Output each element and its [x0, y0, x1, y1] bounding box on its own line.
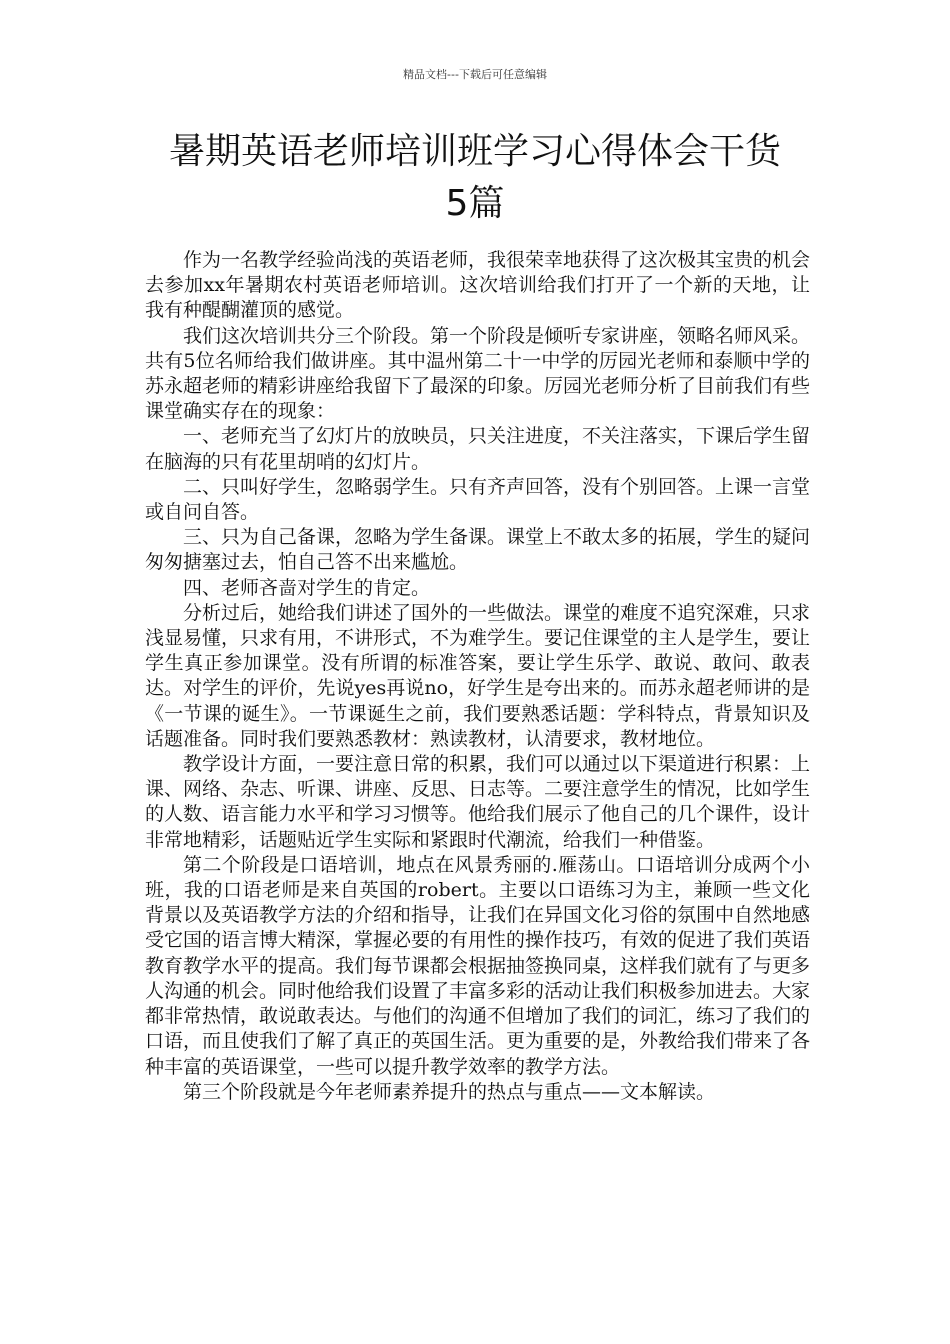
- title-line-2: 5篇: [445, 183, 505, 224]
- paragraph: 教学设计方面，一要注意日常的积累，我们可以通过以下渠道进行积累：上课、网络、杂志、听课、讲座、反思、日志等。二要注意学生的情况，比如学生的人数、语言能力水平和学习习惯等。他给我们展示了他自己的几个课件，设计非常地精彩，话题贴近学生实际和紧跟时代潮流，给我们一种借鉴。: [145, 753, 811, 851]
- paragraph: 我们这次培训共分三个阶段。第一个阶段是倾听专家讲座，领略名师风采。共有5位名师给我们做讲座。其中温州第二十一中学的厉园光老师和泰顺中学的苏永超老师的精彩讲座给我留下了最深的印象。厉园光老师分析了目前我们有些课堂确实存在的现象：: [145, 324, 811, 423]
- title-line-1: 暑期英语老师培训班学习心得体会干货: [168, 131, 781, 172]
- paragraph: 三、只为自己备课，忽略为学生备课。课堂上不敢太多的拓展，学生的疑问匆匆搪塞过去，怕自己答不出来尴尬。: [145, 526, 811, 574]
- document-body: [145, 248, 810, 1105]
- paragraph: 第三个阶段就是今年老师素养提升的热点与重点——文本解读。: [183, 1080, 716, 1103]
- paragraph: 第二个阶段是口语培训，地点在风景秀丽的.雁荡山。口语培训分成两个小班，我的口语老师是来自英国的robert。主要以口语练习为主，兼顾一些文化背景以及英语教学方法的介绍和指导，让我们在异国文化习俗的氛围中自然地感受它国的语言博大精深，掌握必要的有用性的操作技巧，有效的促进了我们英语教育教学水平的提高。我们每节课都会根据抽签换同桌，这样我们就有了与更多人沟通的机会。同时他给我们设置了丰富多彩的活动让我们积极参加进去。大家都非常热情，敢说敢表达。与他们的沟通不但增加了我们的词汇，练习了我们的口语，而且使我们了解了真正的英国生活。更为重要的是，外教给我们带来了各种丰富的英语课堂，一些可以提升教学效率的教学方法。: [145, 853, 811, 1078]
- paragraph: 分析过后，她给我们讲述了国外的一些做法。课堂的难度不追究深难，只求浅显易懂，只求有用，不讲形式，不为难学生。要记住课堂的主人是学生，要让学生真正参加课堂。没有所谓的标准答案，要让学生乐学、敢说、敢问、敢表达。对学生的评价，先说yes再说no，好学生是夸出来的。而苏永超老师讲的是《一节课的诞生》。一节课诞生之前，我们要熟悉话题：学科特点，背景知识及话题准备。同时我们要熟悉教材：熟读教材，认清要求，教材地位。: [145, 601, 811, 750]
- header-note: 精品文档---下载后可任意编辑: [403, 68, 547, 81]
- paragraph: 作为一名教学经验尚浅的英语老师，我很荣幸地获得了这次极其宝贵的机会去参加xx年暑期农村英语老师培训。这次培训给我们打开了一个新的天地，让我有种醍醐灌顶的感觉。: [145, 249, 811, 322]
- paragraph: 二、只叫好学生，忽略弱学生。只有齐声回答，没有个别回答。上课一言堂或自问自答。: [145, 475, 811, 524]
- document-title: [120, 126, 830, 230]
- paragraph: 四、老师吝啬对学生的肯定。: [183, 576, 431, 599]
- paragraph: 一、老师充当了幻灯片的放映员，只关注进度，不关注落实，下课后学生留在脑海的只有花里胡哨的幻灯片。: [145, 425, 811, 473]
